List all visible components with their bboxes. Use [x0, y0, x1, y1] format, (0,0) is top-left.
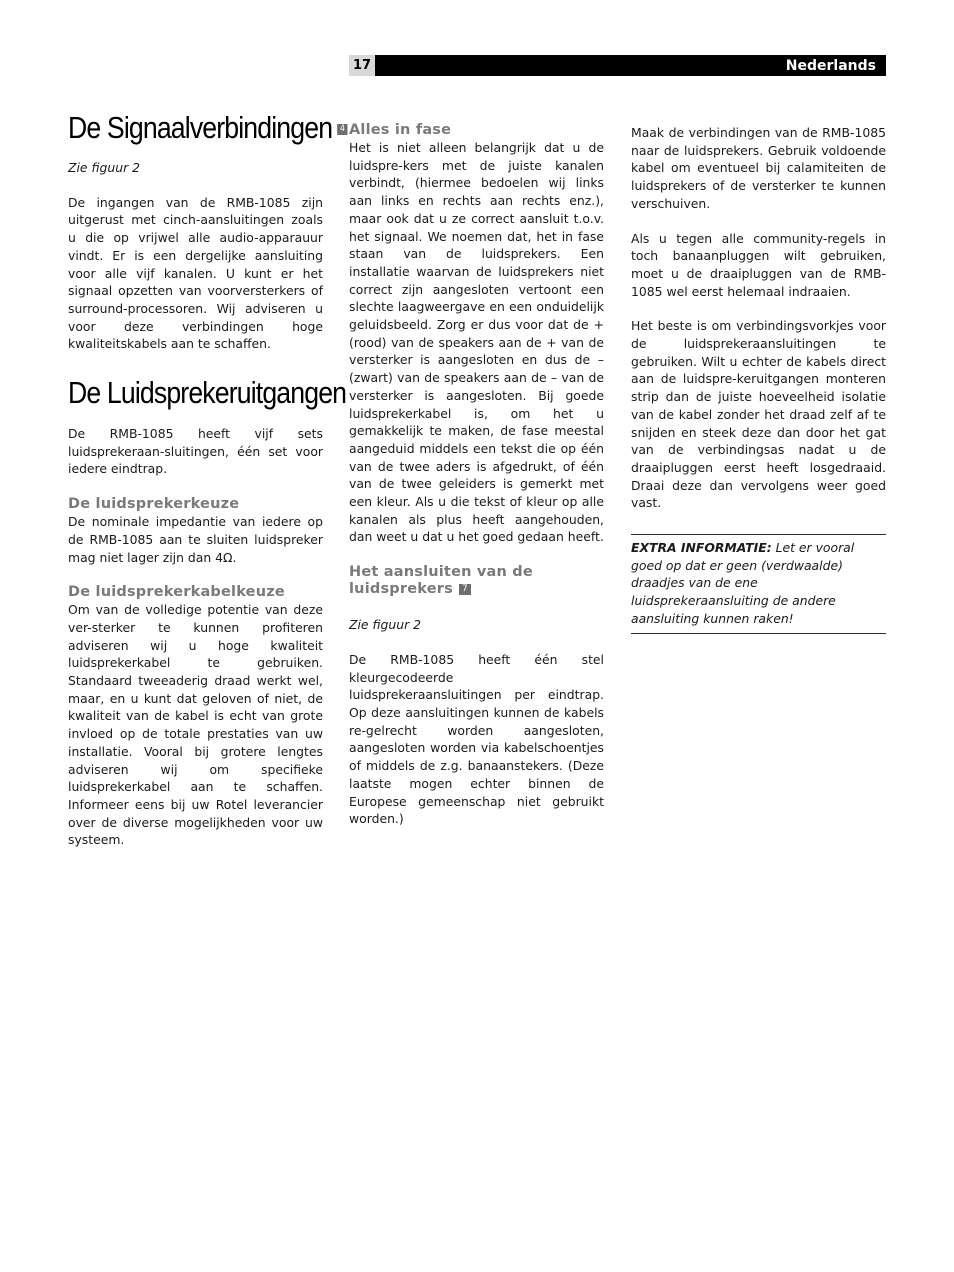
paragraph: Het is niet alleen belangrijk dat u de luidspre-kers met de juiste kanalen verbindt, (hiermee bedoelen wij links aan links en rechts aan rechts enz.), maar ook dat u ze correct aansluit t.o.v. het signaal. We noemen dat, het in fase staan van de luidsprekers. Een installatie waarvan de luidsprekers niet correct zijn aangesloten vertoont een slechte laagweergave en een onduidelijk geluidsbeeld. Zorg er dus voor dat de + (rood) van de speakers aan de + van de versterker is aangesloten en dus de – (zwart) van de speakers aan de – van de versterker is aangesloten. Bij goede luidsprekerkabel is, om het u gemakkelijk te maken, de fase meestal aangeduid middels een tekst die op één van de twee aders is afgedrukt, of één van de twee geleiders is gemerkt met een kleur. Als u die tekst of kleur op alle kanalen als plus heeft aangehouden, dan weet u dat u het goed gedaan heeft. — [349, 140, 604, 545]
column-right — [631, 124, 886, 634]
section-title-luidsprekeruitgangen: De Luidsprekeruitgangen — [68, 375, 347, 411]
figure-badge: 4 — [337, 124, 347, 135]
subheading-aansluiten-luidsprekers: Het aansluiten van de luidsprekers 7 — [349, 564, 533, 598]
page-number: 17 — [349, 55, 375, 76]
language-label: Nederlands — [785, 57, 876, 74]
figure-reference: Zie figuur 2 — [349, 617, 421, 633]
paragraph: Het beste is om verbindingsvorkjes voor de luidsprekeraansluitingen te gebruiken. Wilt u echter de kabels direct aan de luidspre-keruitgangen monteren strip dan de juiste hoeveelheid isolatie van de kabel zonder het draad zelf af te snijden en steek deze dan door het gat van de verbindingsas nadat u de draaipluggen eerst heeft losgedraaid. Draai deze dan vervolgens weer goed vast. — [631, 318, 886, 511]
paragraph: De nominale impedantie van iedere op de RMB-1085 aan te sluiten luidspreker mag niet lager zijn dan 4Ω. — [68, 514, 323, 565]
note-label: EXTRA INFORMATIE: — [631, 540, 772, 556]
paragraph: Om van de volledige potentie van deze ver-sterker te kunnen profiteren adviseren wij u hoge kwaliteit luidsprekerkabel te gebruiken. Standaard tweeaderig draad werkt wel, maar, en u kunt dat geloven of niet, de kwaliteit van de kabel is echt van grote invloed op de totale prestaties van uw installatie. Vooral bij grotere lengtes adviseren wij om specifieke luidsprekerkabel aan te schaffen. Informeer eens bij uw Rotel leverancier over de diverse mogelijkheden voor uw systeem. — [68, 602, 323, 848]
note-text: Let er vooral goed op dat er geen (verdwaalde) draadjes van de ene luidsprekeraansluiting de andere aansluiting kunnen raken! — [631, 540, 855, 626]
subheading-luidsprekerkeuze: De luidsprekerkeuze — [68, 496, 240, 513]
paragraph: De RMB-1085 heeft vijf sets luidsprekeraan-sluitingen, één set voor iedere eindtrap. — [68, 426, 323, 477]
figure-reference: Zie figuur 2 — [68, 160, 140, 175]
extra-info-note — [631, 534, 886, 634]
paragraph: De RMB-1085 heeft één stel kleurgecodeerde luidsprekeraansluitingen per eindtrap. Op deze aansluitingen kunnen de kabels re-gelrecht worden aangesloten, aangesloten worden via kabelschoentjes of middels de z.g. banaanstekers. (Deze laatste mogen echter binnen de Europese gemeenschap niet gebruikt worden.) — [349, 651, 604, 827]
figure-badge: 7 — [459, 584, 471, 595]
section-title-signaalverbindingen: De Signaalverbindingen 4 — [68, 110, 287, 146]
subheading-luidsprekerkabelkeuze: De luidsprekerkabelkeuze — [68, 584, 285, 601]
paragraph: Als u tegen alle community-regels in toch banaanpluggen wilt gebruiken, moet u de draaipluggen van de RMB-1085 wel eerst helemaal indraaien. — [631, 230, 886, 299]
paragraph: Maak de verbindingen van de RMB-1085 naar de luidsprekers. Gebruik voldoende kabel om eventueel bij calamiteiten de luidsprekers of de versterker te kunnen verschuiven. — [631, 125, 886, 211]
paragraph: De ingangen van de RMB-1085 zijn uitgerust met cinch-aansluitingen zoals u die op vrijwel alle audio-apparauur vindt. Er is een dergelijke aansluiting voor alle vijf kanalen. U kunt er het signaal opzetten van voorversterkers of surround-processoren. Wij adviseren u voor deze verbindingen hoge kwaliteitskabels aan te schaffen. — [68, 194, 323, 352]
column-left — [68, 110, 347, 849]
language-header — [375, 55, 886, 76]
column-middle — [349, 122, 604, 828]
subheading-alles-in-fase: Alles in fase — [349, 122, 452, 138]
